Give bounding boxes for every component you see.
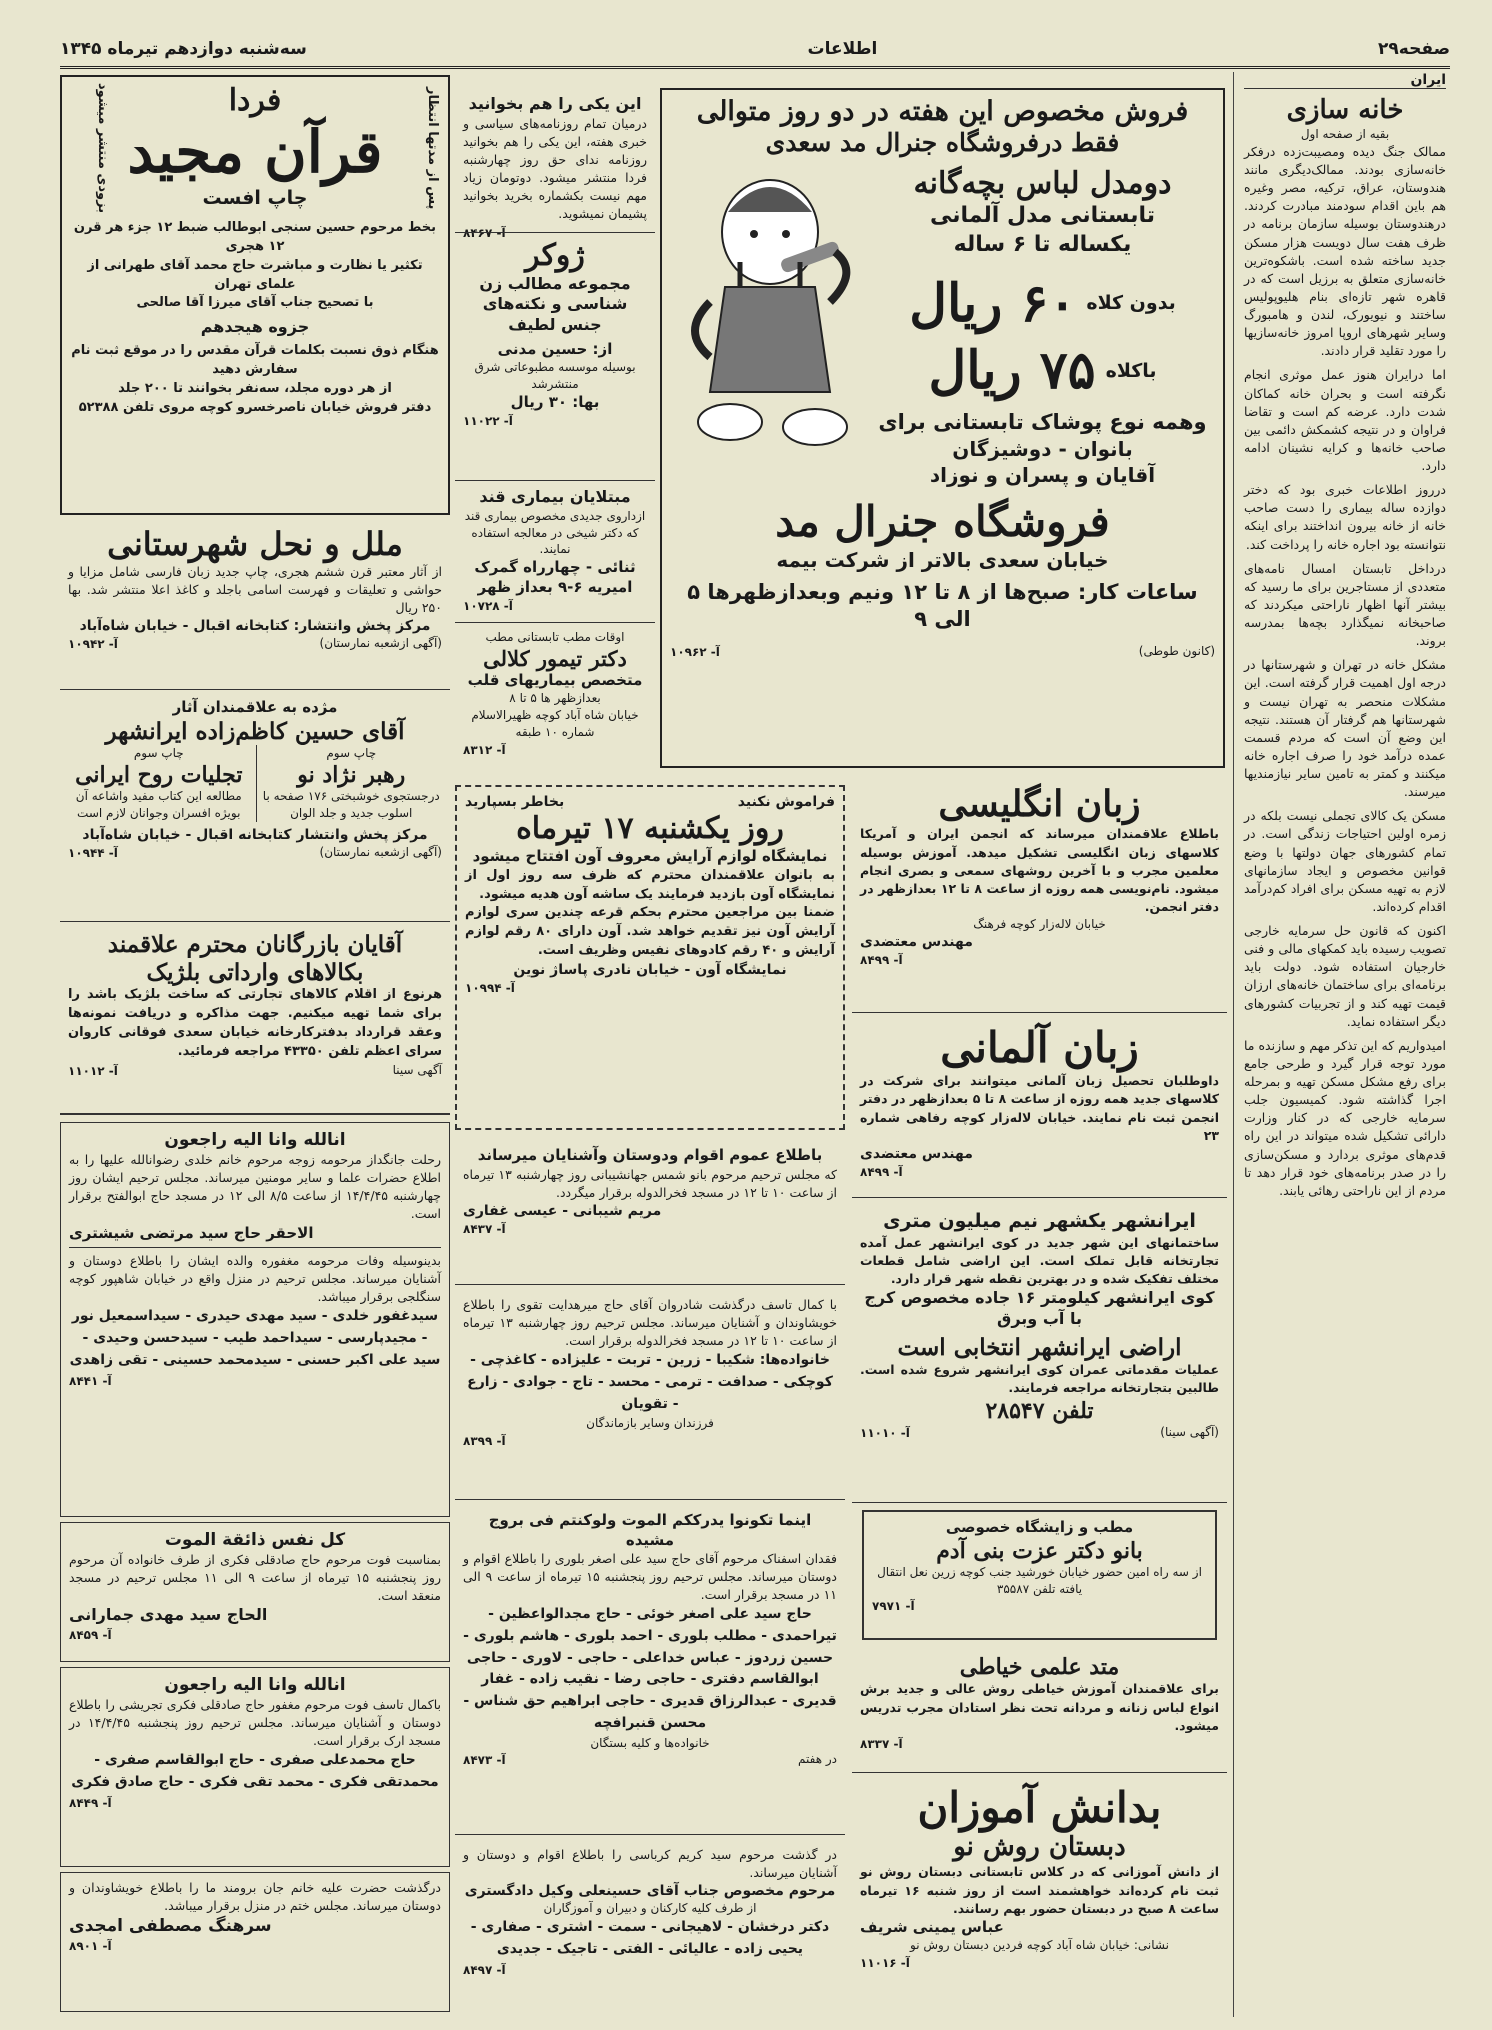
ad-juz: جزوه هیجدهم xyxy=(200,317,310,337)
ad-title: ایرانشهر یکشهر نیم میلیون متری xyxy=(883,1210,1196,1232)
ad-agency: آگهی سینا xyxy=(392,1062,442,1077)
obit-body: با کمال تاسف درگذشت شادروان آقای حاج میرهدایت تقوی را باطلاع خویشاوندان و آشنایان میرساند. مجلس ترحیم روز چهارشنبه ۱۳ تیرماه از ساعت ۱۰ تا ۱۲ در مسجد فخرالدوله برقرار است. xyxy=(463,1297,837,1349)
ad-code: آ- ۸۴۹۷ xyxy=(463,1962,506,1977)
article-paragraph: امیدواریم که این تذکر مهم و سازنده ما مورد توجه قرار گیرد و طرحی جامع برای رفع مشکل مسکن تهیه و بمرحله اجرا گذاشته شود. کمیسیون جلب سرمایه خارجی که در کنار وزارت دارائی تشکیل شده میتواند در این راه قدم‌های موثری بردارد و مسکن‌سازی را در صدر برنامه‌های خود قرار دهد تا مردم از این ناراحتی رهائی یابند. xyxy=(1244,1037,1446,1198)
article-paragraph: اکنون که قانون حل سرمایه خارجی تصویب رسیده باید کمکهای مالی و فنی خارجیان استفاده شود. دولت باید برنامه‌ای برای ساختمان خانه‌های ارزان قیمت تهیه کند و از تجربیات کشورهای دیگر استفاده نماید. xyxy=(1244,923,1446,1029)
ad-code: آ- ۸۳۱۲ xyxy=(463,742,506,757)
ad-line: تکثیر یا نظارت و مباشرت حاج محمد آقای طهرانی از علمای تهران xyxy=(87,257,423,292)
ad-agency: (آگهی سینا) xyxy=(1160,1424,1219,1439)
ad-code: آ- ۱۰۹۶۲ xyxy=(670,645,720,660)
obit-sarhang xyxy=(60,1872,450,2012)
ad-title: قرآن مجید xyxy=(127,118,383,186)
ad-melal xyxy=(60,520,450,690)
ad-signer: مهندس معتضدی xyxy=(860,1145,973,1162)
ad-dist: مرکز پخش وانتشار: کتابخانه اقبال - خیابان شاه‌آباد xyxy=(79,618,431,635)
ad-top: مطب و زایشگاه خصوصی xyxy=(945,1518,1134,1536)
obit-haj-taqavi xyxy=(455,1290,845,1500)
ad-zhoker xyxy=(455,232,655,477)
ad-title: زبان آلمانی xyxy=(940,1023,1139,1072)
price: ۷۵ ریال xyxy=(928,340,1096,402)
obit-footer: فرزندان وسایر بازماندگان xyxy=(586,1416,714,1431)
ad-author: از: حسین مدنی xyxy=(497,339,613,358)
ad-title: آقایان بازرگانان محترم علاقمند بکالاهای وارداتی بلژیک xyxy=(107,931,403,986)
ad-line: بخط مرحوم حسین سنجی ابوطالب ضبط ۱۲ جزء هر قرن ۱۲ هجری xyxy=(73,220,437,254)
ad-title: زبان انگلیسی xyxy=(938,783,1141,825)
newspaper-name: اطلاعات xyxy=(807,39,878,59)
ad-code: آ- ۱۱۰۲۲ xyxy=(463,414,513,429)
article-paragraph: درروز اطلاعات خبری بود که دختر دوازده ساله بیماری را دست صاحب خانه از خانه بیرون انداختند برای اینکه نتوانسته بود اجاره خانه را پرداخت کند. xyxy=(1244,482,1446,552)
article-paragraph: ممالک جنگ دیده ومصیبت‌زده درفکر خانه‌سازی بودند. ممالک‌دیگری مانند هندوستان، عراق، ترکیه، مصر وغیره هم باین اقدام سودمند مبادرت کردند. درهندوستان بوسیله سازمان برنامه در ظرف هفت سال دویست هزار مسکن جدید ساخته شده است. باشکوه‌ترین خانه‌سازی متعلق به برزیل است که در قاهره شهر تازه‌ای بنام هلیوپولیس ساختند و نیویورک، لندن و هامبورگ وسایر شهرهای اروپا امروز خانه‌سازیها را مورد تقلید قرار دادند. xyxy=(1244,143,1446,359)
ad-line: آقایان و پسران و نوزاد xyxy=(929,463,1156,488)
ad-body: از دانش آموزانی که در کلاس تابستانی دبستان روش نو ثبت نام کرده‌اند خواهشمند است از روز شنبه ۱۶ تیرماه ساعت ۸ صبح در دبستان حضور بهم رسانند. xyxy=(860,1864,1219,1916)
article-paragraph: اما درایران هنوز عمل موثری انجام نگرفته است و بحران خانه کماکان شدت دارد. عرضه کم است و تقاضا فراوان و در نتیجه کشمکش دائمی بین صاحب خانه‌ها و کرایه نشینان ادامه دارد. xyxy=(1244,367,1446,474)
ad-general-mod xyxy=(660,88,1225,768)
section-label: ایران xyxy=(1244,72,1446,89)
ad-author: آقای حسین کاظم‌زاده ایرانشهر xyxy=(105,717,405,745)
ad-publisher: بوسیله موسسه مطبوعاتی شرق منتشرشد xyxy=(474,360,636,392)
obit-lahijani xyxy=(455,1840,845,2015)
ad-neda-haq xyxy=(455,88,655,240)
ad-code: آ- ۸۴۳۷ xyxy=(463,1221,506,1236)
ad-code: آ- ۸۴۷۳ xyxy=(463,1753,506,1768)
ad-code: آ- ۸۳۳۷ xyxy=(860,1736,903,1751)
ad-address: نمایشگاه آون - خیابان نادری پاساژ نوین xyxy=(513,961,787,978)
ad-doctor-bani-adam xyxy=(862,1510,1217,1640)
ad-line: از هر دوره مجلد، سه‌نفر بخوانند تا ۲۰۰ جلد xyxy=(118,380,392,396)
ad-line: بدون کلاه xyxy=(1086,292,1176,315)
ad-code: آ- ۱۱۰۱۶ xyxy=(860,1956,910,1971)
ad-belgium-traders xyxy=(60,925,450,1115)
ad-iranshahr xyxy=(852,1203,1227,1503)
ad-body: داوطلبان تحصیل زبان آلمانی میتوانند برای شرکت در کلاسهای جدید همه روزه از ساعت ۸ تا ۵ بعدازظهر در دفتر انجمن ثبت نام نمایند. خیابان لاله‌زار کوچه رفاهی شماره ۲۳ xyxy=(860,1073,1219,1143)
ad-title: اراضی ایرانشهر انتخابی است xyxy=(897,1333,1182,1361)
ad-body: درمیان تمام روزنامه‌های سیاسی و خبری هفته، این یکی را هم بخوانید روزنامه ندای حق روز چهارشنبه فردا منتشر میشود. دوتومان زیاد مهم نیست بکشماره بخرید بخوانید پشیمان نمیشوید. xyxy=(463,115,647,222)
obit-inna-1 xyxy=(60,1122,450,1517)
ad-line: هنگام ذوق نسبت بکلمات قرآن مقدس را در موقع ثبت نام سفارش دهید xyxy=(71,343,439,377)
obit-names: دکتر درخشان - لاهیجانی - سمت - اشتری - صفاری - یحیی زاده - عالیائی - الفتی - تاجیک - جدیدی xyxy=(470,1919,830,1957)
book-edition: چاپ سوم xyxy=(133,746,184,761)
ad-family-notice xyxy=(455,1140,845,1285)
obit-title: انالله وانا الیه راجعون xyxy=(164,1130,346,1150)
ad-code: آ- ۷۹۷۱ xyxy=(872,1599,915,1614)
ad-title: بدانش آموزان xyxy=(917,1783,1162,1832)
ad-title: ژوکر xyxy=(525,238,585,273)
book-title: رهبر نژاد نو xyxy=(297,761,406,788)
ad-quran xyxy=(60,75,450,515)
ad-code: آ- ۸۹۰۱ xyxy=(69,1939,112,1954)
article-paragraph: مشکل خانه در تهران و شهرستانها در درجه اول اهمیت قرار گرفته است. این مشکلات منحصر به تهران نیست و شهرستانها هم گرفتار آن هستند. نتیجه این وضع آن است که مردم قسمت عمده درآمد خود را صرف اجاره خانه میکنند و کمتر به تامین سایر نیازمندیها میرسند. xyxy=(1244,657,1446,800)
ad-diabetes xyxy=(455,480,655,620)
ad-line: تابستانی مدل آلمانی xyxy=(930,203,1155,229)
ad-body: ضمنا بین مراجعین محترم بحکم قرعه چندین سری لوازم آرایش آون نیز تقدیم خواهد شد. آون دارای ۸۰ رقم لوازم آرایش و ۴۰ رقم کادوهای نفیس وظریف است. xyxy=(465,905,835,959)
ad-body: به بانوان علاقمندان محترم که ظرف سه روز اول از نمایشگاه آون بازدید فرمایند یک ساشه آون هدیه میشود. xyxy=(465,867,835,902)
article-subtitle: بقیه از صفحه اول xyxy=(1300,127,1390,142)
obit-date: در هفتم xyxy=(798,1752,837,1767)
ad-agency: (آگهی ازشعبه نمارستان) xyxy=(319,845,442,860)
ad-address: خیابان لاله‌زار کوچه فرهنگ xyxy=(973,917,1106,932)
baby-icon xyxy=(670,162,870,462)
ad-body: ازداروی جدیدی مخصوص بیماری قند که دکتر شیخی در معالجه استفاده نمایند. xyxy=(464,508,646,557)
ad-avon-exhibition xyxy=(455,785,845,1130)
obit-inna-2 xyxy=(60,1667,450,1867)
ad-code: آ- ۸۴۹۹ xyxy=(860,953,903,967)
ad-doctor-kalali xyxy=(455,622,655,772)
ad-title: متد علمی خیاطی xyxy=(959,1654,1120,1680)
ad-code: آ- ۱۰۹۴۲ xyxy=(68,637,118,652)
ad-code: آ- ۸۴۴۱ xyxy=(69,1373,112,1388)
obit-body: درگذشت حضرت علیه خانم جان برومند ما را باطلاع خویشاوندان و دوستان میرساند. مجلس ختم در منزل برقرار میباشد. xyxy=(69,1880,441,1914)
ad-tailoring xyxy=(852,1648,1227,1773)
ad-danesh-amoozan xyxy=(852,1778,1227,2015)
ad-body: از سه راه امین حضور خیابان خورشید جنب کوچه زرین نعل انتقال یافته تلفن ۳۵۵۸۷ xyxy=(877,1564,1202,1596)
obit-signer: الحاج سید مهدی جمارانی xyxy=(69,1605,268,1625)
book-edition: چاپ سوم xyxy=(326,746,377,761)
ad-code: آ- ۱۰۹۴۴ xyxy=(68,846,118,861)
baby-illustration xyxy=(670,158,870,488)
ad-subtitle: چاپ افست xyxy=(202,186,308,209)
ad-english xyxy=(852,778,1227,1013)
ad-line: با تصحیح جناب آقای میرزا آقا صالحی xyxy=(136,295,374,311)
ad-code: آ- ۸۴۴۹ xyxy=(69,1795,112,1810)
ad-phone: تلفن ۲۸۵۴۷ xyxy=(985,1397,1094,1424)
ad-place: ثنائی - چهارراه گمرک xyxy=(474,558,636,577)
ad-line: کوی ایرانشهر کیلومتر ۱۶ جاده مخصوص کرج با آب وبرق xyxy=(864,1288,1215,1328)
store-address: خیابان سعدی بالاتر از شرکت بیمه xyxy=(776,547,1109,572)
ad-top: مژده به علاقمندان آثار xyxy=(172,698,338,716)
ad-body: عملیات مقدماتی عمران کوی ایرانشهر شروع شده است. طالبین بتجارتخانه مراجعه فرمایند. xyxy=(860,1362,1219,1396)
ad-code: آ- ۱۰۷۲۸ xyxy=(463,599,513,614)
article-title: خانه سازی xyxy=(1286,95,1404,125)
ad-side-text: بزودی منتشر میشود xyxy=(95,83,110,214)
ad-title: باطلاع عموم اقوام ودوستان وآشنایان میرساند xyxy=(477,1146,823,1164)
ad-title: ملل و نحل شهرستانی xyxy=(107,525,403,563)
obit-title: اینما تکونوا یدرککم الموت ولوکنتم فی بروج مشیده xyxy=(488,1511,812,1549)
obit-title: کل نفس ذائقة الموت xyxy=(164,1530,346,1550)
ad-doctor-name: دکتر تیمور کلالی xyxy=(483,645,627,671)
obit-body: فقدان اسفناک مرحوم آقای حاج سید علی اصغر بلوری را باطلاع اقوام و دوستان میرساند. مجلس ترحیم روز پنجشنبه ۱۵ تیرماه از ساعت ۹ الی ۱۱ در مسجد برقرار است. xyxy=(463,1551,837,1603)
ad-code: آ- ۱۱۰۱۲ xyxy=(68,1063,118,1078)
ad-line: دومدل لباس بچه‌گانه xyxy=(913,166,1172,202)
price: ۶۰ ریال xyxy=(909,272,1077,334)
store-hours: ساعات کار: صبح‌ها از ۸ تا ۱۲ ونیم وبعدازظهرها ۵ الی ۹ xyxy=(687,579,1198,632)
ad-line: باکلاه xyxy=(1105,359,1157,382)
ad-head: بخاطر بسپارید xyxy=(465,794,565,810)
ad-line: دفتر فروش خیابان ناصرخسرو کوچه مروی تلفن ۵۲۳۸۸ xyxy=(78,399,432,415)
obit-names: حاج محمدعلی صفری - حاج ابوالقاسم صفری - محمدتقی فکری - محمد تقی فکری - حاج صادق فکری xyxy=(71,1752,439,1791)
ad-line: فروش مخصوص این هفته در دو روز متوالی xyxy=(696,96,1189,127)
ad-body: از آثار معتبر قرن ششم هجری، چاپ جدید زبان فارسی شامل مزایا و حواشی و تعلیقات و فهرست اسامی باجلد و کاغذ اعلا منتشر شد. بها ۲۵۰ ریال xyxy=(68,563,442,616)
article-paragraph: درداخل تابستان امسال نامه‌های متعددی از مستاجرین برای ما رسید که بیشتر آنها اظهار ناراحتی میکردند که صاحبخانه نمیگذارد بچه‌ها بمدرسه بروند. xyxy=(1244,560,1446,649)
ad-spec: متخصص بیماریهای قلب xyxy=(467,670,643,689)
ad-code: آ- ۱۱۰۱۰ xyxy=(860,1425,910,1440)
obit-line: از طرف کلیه کارکنان و دبیران و آموزگاران xyxy=(543,1901,757,1916)
ad-line: وهمه نوع پوشاک تابستانی برای xyxy=(878,410,1207,435)
ad-agency: (کانون طوطی) xyxy=(1138,644,1215,659)
ad-fardaa: فردا xyxy=(228,83,282,118)
ad-line: فقط درفروشگاه جنرال مد سعدی xyxy=(765,128,1120,158)
ad-body: برای علاقمندان آموزش خیاطی روش عالی و جدید برش انواع لباس زنانه و مردانه تحت نظر استادان مجرب تدریس میشود. xyxy=(860,1681,1219,1733)
ad-body: که مجلس ترحیم مرحوم بانو شمس جهانشیبانی روز چهارشنبه ۱۳ تیرماه از ساعت ۱۰ تا ۱۲ در مسجد فخرالدوله برقرار میگردد. xyxy=(463,1166,837,1200)
page-number: صفحه۲۹ xyxy=(1378,39,1450,59)
ad-address: نشانی: خیابان شاه آباد کوچه فردین دبستان روش نو xyxy=(910,1938,1169,1953)
ad-hours: امیریه ۶-۹ بعداز ظهر xyxy=(477,577,633,596)
ad-signer: مهندس معتضدی xyxy=(860,933,973,950)
store-name: فروشگاه جنرال مد xyxy=(775,497,1110,547)
obit-title: انالله وانا الیه راجعون xyxy=(164,1675,346,1695)
ad-address: خیابان شاه آباد کوچه ظهیرالاسلام شماره ۱۰ طبقه xyxy=(471,708,639,740)
ad-signers: مریم شیبانی - عیسی غفاری xyxy=(463,1202,662,1219)
book-title: تجلیات روح ایرانی xyxy=(75,761,243,788)
book-desc: مطالعه این کتاب مفید واشاعه آن بویژه افسران وجوانان لازم است xyxy=(75,789,242,821)
obit-line: مرحوم مخصوص جناب آقای حسینعلی وکیل دادگستری xyxy=(464,1883,836,1900)
ad-code: آ- ۸۴۹۹ xyxy=(860,1164,903,1179)
ad-code: آ- ۸۴۵۹ xyxy=(69,1628,112,1643)
obit-signer: الاحقر حاج سید مرتضی شیشتری xyxy=(69,1223,314,1242)
obit-footer: خانواده‌ها و کلیه بستگان xyxy=(590,1735,710,1750)
ad-dist: مرکز پخش وانتشار کتابخانه اقبال - خیابان شاه‌آباد xyxy=(82,826,428,843)
ad-subtitle: دبستان روش نو xyxy=(953,1832,1126,1863)
ad-doctor-name: بانو دکتر عزت بنی آدم xyxy=(936,1537,1143,1564)
article-paragraph: مسکن یک کالای تجملی نیست بلکه در زمره اولین احتیاجات زندگی است. در تمام کشورهای جهان دولتها با وضع قوانین مخصوص و ایجاد سازمانهای لازم به تهیه مسکن برای افراد کم‌درآمد اقدام کرده‌اند. xyxy=(1244,808,1446,914)
ad-signer: عباس یمینی شریف xyxy=(860,1917,1004,1936)
page-header xyxy=(60,32,1450,69)
issue-date: سه‌شنبه دوازدهم تیرماه ۱۳۴۵ xyxy=(60,39,307,59)
ad-agency: (آگهی ازشعبه نمارستان) xyxy=(319,636,442,651)
ad-body: مجموعه مطالب زن شناسی و نکته‌های جنس لطیف xyxy=(479,273,631,335)
obit-body: در گذشت مرحوم سید کریم کرباسی را باطلاع اقوام و دوستان و آشنایان میرساند. xyxy=(463,1847,837,1881)
obit-body: باکمال تاسف فوت مرحوم مغفور حاج صادقلی فکری تجریشی را باطلاع دوستان و آشنایان میرساند. مجلس ترحیم روز پنجشنبه ۱۴/۴/۴۵ در مسجد ارک برقرار است. xyxy=(69,1697,441,1749)
ad-body: هرنوع از اقلام کالاهای تجارتی که ساخت بلژیک باشد را برای شما تهیه میکنیم. جهت مذاکره و دریافت نمونه‌ها وعقد قرارداد بدفترکارخانه خیابان سعدی فوقانی کاروان سرای اعظم تلفن ۴۳۳۵۰ مراجعه فرمائید. xyxy=(68,987,442,1059)
article-housing xyxy=(1240,70,1450,2015)
obit-body: رحلت جانگداز مرحومه زوجه مرحوم خانم خلدی رضوانالله علیها را به اطلاع حضرات علما و سایر مومنین میرساند. مجلس ترحیم ایشان روز چهارشنبه ۱۴/۴/۴۵ از ساعت ۸/۵ الی ۱۲ در مسجد حاج ابوالفتح برقرار است. xyxy=(69,1152,441,1222)
book-desc: درجستجوی خوشبختی ۱۷۶ صفحه با اسلوب جدید و جلد الوان xyxy=(262,789,440,821)
obit-names: حاج سید علی اصغر خوئی - حاج مجدالواعظین - تیراحمدی - مطلب بلوری - احمد بلوری - هاشم بلوری - حسین زردوز - عباس خداعلی - حاجی - لاوری - حاجی ابوالقاسم دفتری - حاجی رضا - نقیب زاده - غفار قدیری - عبدالرزاق قدیری - حاجی ابراهیم حق شناس - محسن قنبرافچه xyxy=(463,1606,837,1731)
ad-kazemzadeh xyxy=(60,692,450,922)
obit-names: سیدغفور خلدی - سید مهدی حیدری - سیداسمعیل نور - مجیدپارسی - سیداحمد طیب - سیدحسن وحیدی - سید علی اکبر حسنی - سیدمحمد حسینی - تقی زاهدی xyxy=(69,1308,441,1368)
obit-enamako xyxy=(455,1505,845,1835)
ad-body: باطلاع علاقمندان میرساند که انجمن ایران و آمریکا کلاسهای زبان انگلیسی تشکیل میدهد. آموزش بوسیله معلمین مجرب و با آخرین روشهای سمعی و بصری انجام میشود. نام‌نویسی همه روزه از ساعت ۸ تا ۱۲ بعدازظهر در دفتر انجمن. xyxy=(860,826,1220,914)
ad-head: فراموش نکنید xyxy=(737,794,835,810)
ad-line: بانوان - دوشیزگان xyxy=(952,437,1133,462)
ad-code: آ- ۸۳۹۹ xyxy=(463,1434,506,1449)
ad-body: نمایشگاه لوازم آرایش معروف آون افتتاح میشود xyxy=(472,847,828,866)
ad-code: آ- ۸۴۶۷ xyxy=(463,225,506,240)
ad-german xyxy=(852,1018,1227,1198)
obit-body: بدینوسیله وفات مرحومه مغفوره والده ایشان را باطلاع دوستان و آشنایان میرساند. مجلس ترحیم در منزل واقع در خیابان شاهپور کوچه سنگلجی برقرار میباشد. xyxy=(69,1253,441,1305)
obit-names: خانواده‌ها: شکیبا - زرین - تربت - علیزاده - کاغذچی - کوچکی - صدافت - ترمی - محسد - تاج - جوادی - زارع - تقویان xyxy=(467,1352,833,1412)
obit-body: بمناسبت فوت مرحوم حاج صادقلی فکری از طرف خانواده آن مرحوم روز پنجشنبه ۱۵ تیرماه از ساعت ۹ الی ۱۱ مجلس ترحیم در مسجد منعقد است. xyxy=(69,1552,441,1604)
ad-title: این یکی را هم بخوانید xyxy=(468,94,642,113)
ad-code: آ- ۱۰۹۹۴ xyxy=(465,981,515,996)
ad-title: مبتلایان بیماری قند xyxy=(479,487,631,506)
ad-price: بها: ۳۰ ریال xyxy=(510,392,600,411)
ad-side-text: پس از مدتها انتظار xyxy=(425,86,440,210)
ad-hours: بعدازظهر ها ۵ تا ۸ xyxy=(509,691,601,706)
ad-line: یکساله تا ۶ ساله xyxy=(953,231,1132,257)
obit-kolnafs xyxy=(60,1522,450,1662)
ad-note: اوقات مطب تابستانی مطب xyxy=(485,630,625,644)
obit-signer: سرهنگ مصطفی امجدی xyxy=(69,1916,272,1937)
column-rule xyxy=(1233,72,1234,2017)
ad-body: ساختمانهای این شهر جدید در کوی ایرانشهر عمل آمده تجارتخانه قابل تملک است. این اراضی شامل قطعات مختلف تفکیک شده و در بهترین نقطه شهر قرار دارد. xyxy=(860,1234,1219,1286)
ad-title: روز یکشنبه ۱۷ تیرماه xyxy=(516,811,784,847)
